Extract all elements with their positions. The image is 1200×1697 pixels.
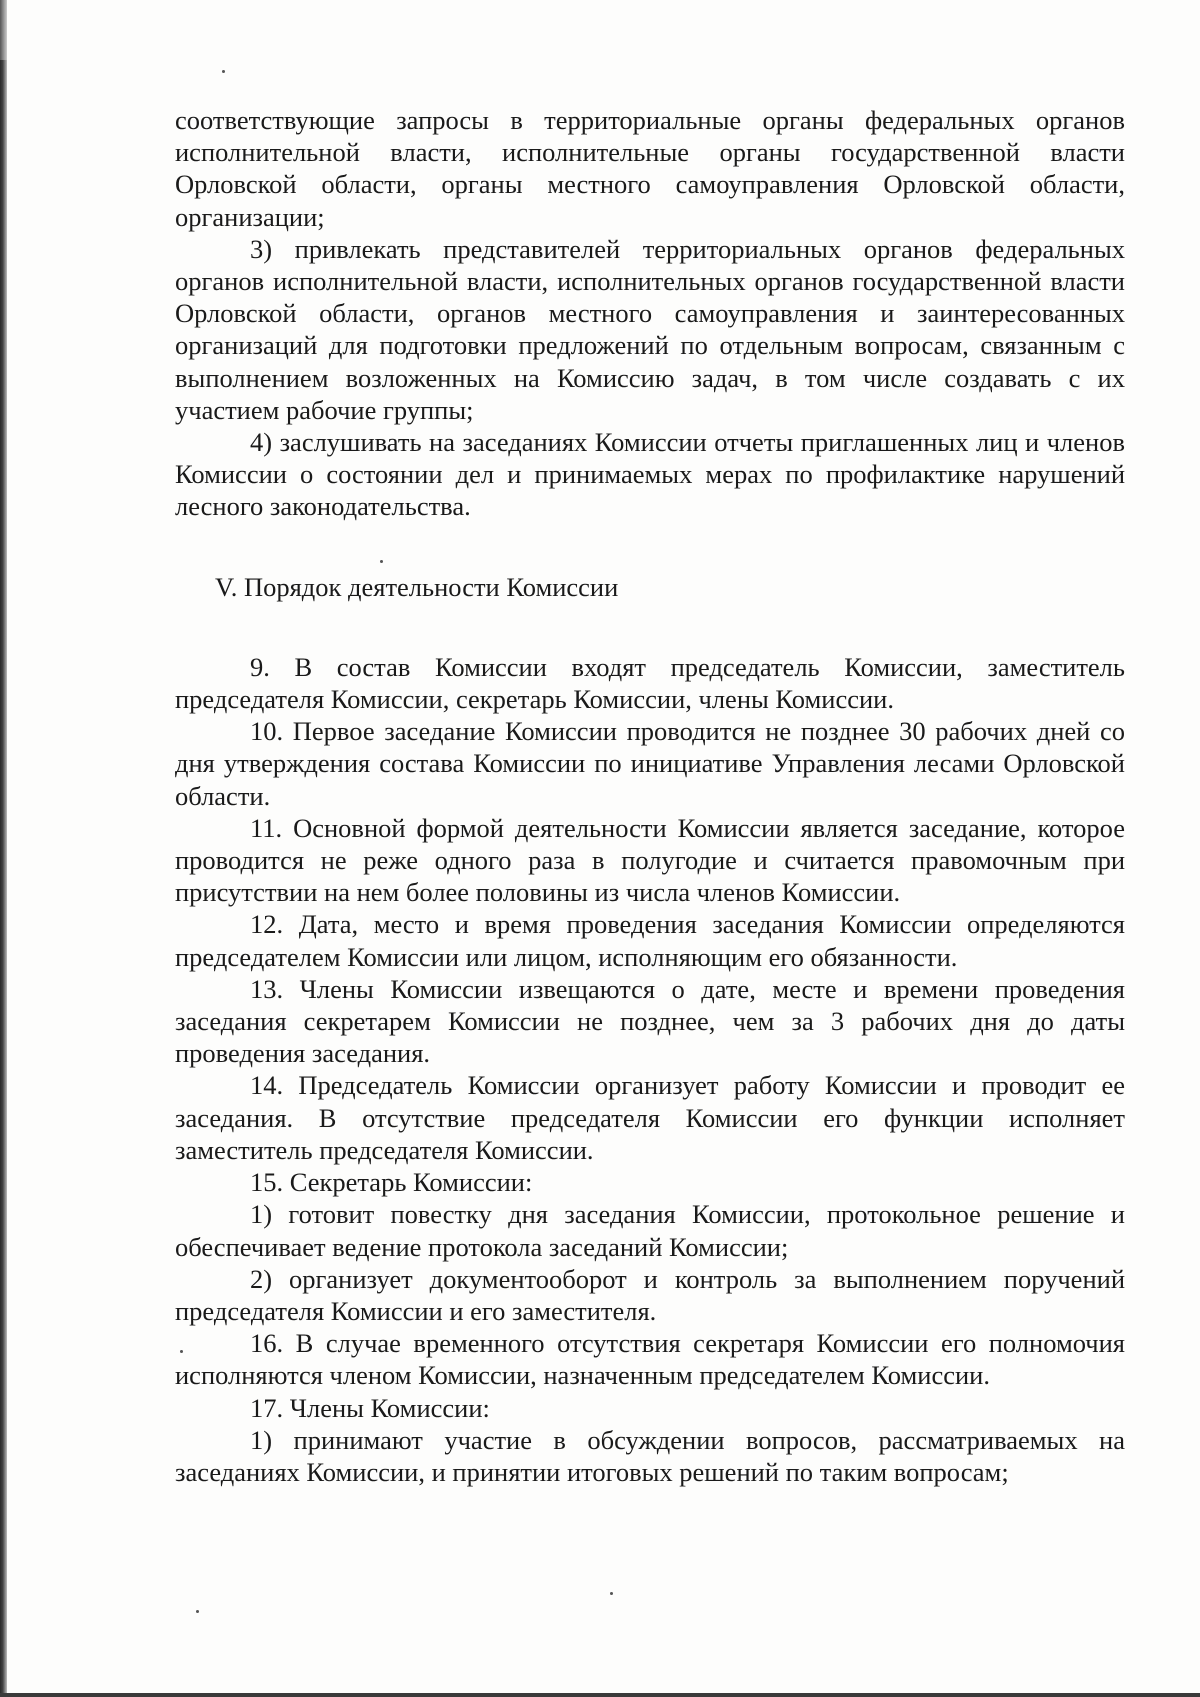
paragraph: соответствующие запросы в территориальные органы федеральных органов исполнительной власти, исполнительные органы государственной власти Орловской области, органы местного самоуправления Орловской области, организации;: [175, 105, 1125, 232]
scan-speck: [222, 70, 225, 73]
paragraph: 2) организует документооборот и контроль за выполнением поручений председателя Комиссии и его заместителя.: [175, 1263, 1125, 1326]
paragraph: 1) принимают участие в обсуждении вопросов, рассматриваемых на заседаниях Комиссии, и принятии итоговых решений по таким вопросам;: [175, 1424, 1125, 1487]
paragraph: 3) привлекать представителей территориальных органов федеральных органов исполнительной власти, исполнительных органов государственной власти Орловской области, органов местного самоуправления и заинтересованных организаций для подготовки предложений по отдельным вопросам, связанным с выполнением возложенных на Комиссию задач, в том числе создавать с их участием рабочие группы;: [175, 233, 1125, 425]
document-body: [175, 104, 1125, 1488]
scan-speck: [196, 1610, 199, 1613]
scan-edge-bottom: [0, 1693, 1200, 1697]
paragraph: 9. В состав Комиссии входят председатель Комиссии, заместитель председателя Комиссии, секретарь Комиссии, члены Комиссии.: [175, 651, 1125, 715]
scan-speck: [610, 1592, 613, 1595]
scan-edge-top: [0, 0, 7, 60]
paragraph: 13. Члены Комиссии извещаются о дате, месте и времени проведения заседания секретарем Комиссии не позднее, чем за 3 рабочих дня до даты проведения заседания.: [175, 973, 1125, 1069]
paragraph: 11. Основной формой деятельности Комиссии является заседание, которое проводится не реже одного раза в полугодие и считается правомочным при присутствии на нем более половины из числа членов Комиссии.: [175, 812, 1125, 908]
paragraph: 1) готовит повестку дня заседания Комиссии, протокольное решение и обеспечивает ведение протокола заседаний Комиссии;: [175, 1199, 1125, 1262]
paragraph: 16. В случае временного отсутствия секретаря Комиссии его полномочия исполняются членом Комиссии, назначенным председателем Комиссии.: [175, 1328, 1125, 1391]
paragraph: 10. Первое заседание Комиссии проводится не позднее 30 рабочих дней со дня утверждения состава Комиссии по инициативе Управления лесами Орловской области.: [175, 716, 1125, 811]
paragraph: 17. Члены Комиссии:: [250, 1392, 490, 1423]
paragraph: 12. Дата, место и время проведения заседания Комиссии определяются председателем Комиссии или лицом, исполняющим его обязанности.: [175, 909, 1125, 972]
paragraph: 4) заслушивать на заседаниях Комиссии отчеты приглашенных лиц и членов Комиссии о состоянии дел и принимаемых мерах по профилактике нарушений лесного законодательства.: [175, 427, 1125, 522]
section-heading: V. Порядок деятельности Комиссии: [215, 571, 619, 602]
scan-edge-left: [0, 60, 7, 1697]
paragraph: 15. Секретарь Комиссии:: [250, 1167, 533, 1198]
paragraph: 14. Председатель Комиссии организует работу Комиссии и проводит ее заседания. В отсутствие председателя Комиссии его функции исполняет заместитель председателя Комиссии.: [175, 1070, 1125, 1165]
